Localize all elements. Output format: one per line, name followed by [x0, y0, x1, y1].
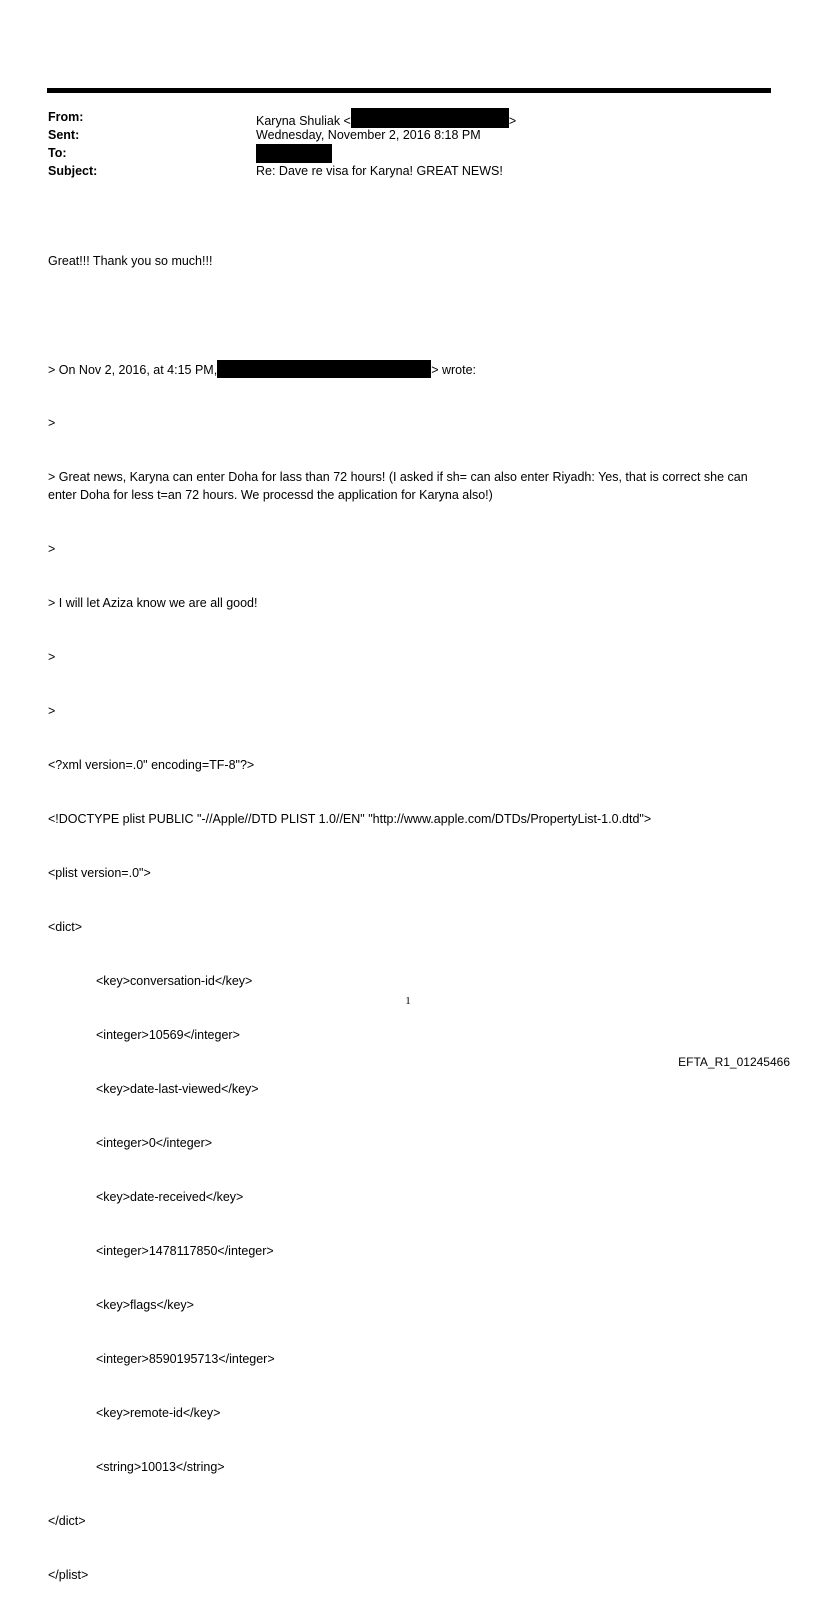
quote-intro — [48, 360, 768, 378]
plist-open: <plist version=.0"> — [48, 866, 151, 880]
quote-line: > — [48, 416, 56, 430]
quote-intro-pre: > On Nov 2, 2016, at 4:15 PM, — [48, 363, 218, 377]
quote-line: > Great news, Karyna can enter Doha for lass than 72 hours! (I asked if sh= can also enter Riyadh: Yes, that is correct she can enter Doha for less t=an 72 hours. We processd the application for Karyna also!) — [48, 470, 748, 502]
redaction-box — [217, 360, 431, 378]
email-body — [48, 216, 768, 1602]
quote-line: > — [48, 542, 56, 556]
from-close: > — [508, 114, 517, 128]
from-name: Karyna Shuliak < — [256, 114, 351, 128]
document-id: EFTA_R1_01245466 — [678, 1055, 790, 1069]
quote-intro-post: > wrote: — [431, 363, 477, 377]
dict-item: <string>10013</string> — [96, 1460, 225, 1474]
dict-item: <key>date-last-viewed</key> — [96, 1082, 259, 1096]
dict-item: <key>date-received</key> — [96, 1190, 244, 1204]
dict-open: <dict> — [48, 920, 83, 934]
xml-declaration: <?xml version=.0" encoding=TF-8"?> — [48, 758, 255, 772]
dict-item: <key>conversation-id</key> — [96, 974, 253, 988]
page-number: 1 — [405, 995, 411, 1007]
dict-close: </dict> — [48, 1514, 86, 1528]
dict-item: <key>flags</key> — [96, 1298, 194, 1312]
greeting: Great!!! Thank you so much!!! — [48, 254, 213, 268]
to-value — [256, 144, 332, 164]
sent-value: Wednesday, November 2, 2016 8:18 PM — [256, 128, 481, 142]
redaction-box — [256, 144, 332, 163]
plist-close: </plist> — [48, 1568, 89, 1582]
dict-item: <key>remote-id</key> — [96, 1406, 221, 1420]
doctype-line: <!DOCTYPE plist PUBLIC "-//Apple//DTD PLIST 1.0//EN" "http://www.apple.com/DTDs/PropertyList-1.0.dtd"> — [48, 812, 652, 826]
blank-line — [48, 306, 768, 324]
subject-label: Subject: — [48, 164, 98, 178]
quote-line: > — [48, 650, 56, 664]
dict-item: <integer>10569</integer> — [96, 1028, 240, 1042]
subject-value: Re: Dave re visa for Karyna! GREAT NEWS! — [256, 164, 503, 178]
from-label: From: — [48, 110, 84, 124]
dict-item: <integer>0</integer> — [96, 1136, 213, 1150]
header-rule — [47, 88, 771, 93]
redaction-box — [351, 108, 509, 128]
sent-label: Sent: — [48, 128, 80, 142]
dict-item: <integer>8590195713</integer> — [96, 1352, 275, 1366]
quote-line: > — [48, 704, 56, 718]
quote-line: > I will let Aziza know we are all good! — [48, 596, 258, 610]
dict-item: <integer>1478117850</integer> — [96, 1244, 274, 1258]
to-label: To: — [48, 146, 67, 160]
